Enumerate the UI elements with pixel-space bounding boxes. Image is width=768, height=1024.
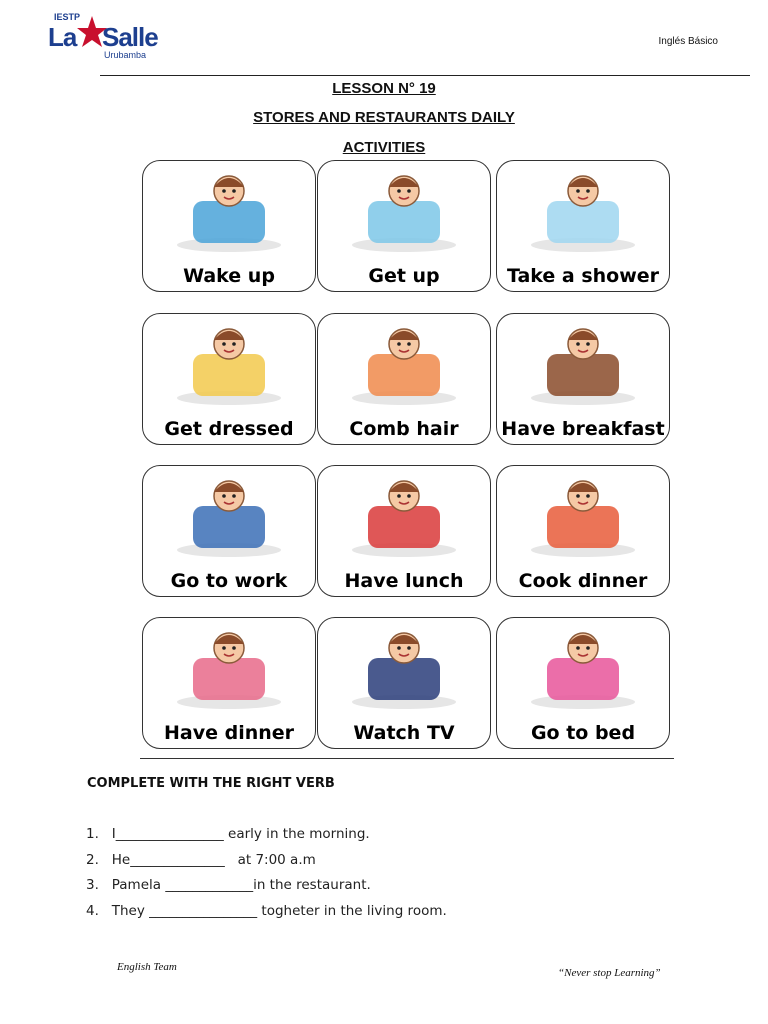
shower-icon [497,161,669,257]
activity-card [317,313,491,445]
activity-label: Have lunch [344,570,464,592]
breakfast-icon [497,314,669,410]
section-title: COMPLETE WITH THE RIGHT VERB [87,776,335,791]
activity-label: Get dressed [164,418,294,440]
activity-card [317,465,491,597]
bedroom-wake-icon [143,161,315,257]
bed-stretch-icon [318,161,490,257]
institution-logo [46,12,161,64]
logo-salle-text: Salle [102,22,158,52]
mirror-icon [143,314,315,410]
activity-card [317,160,491,292]
activity-label: Go to bed [530,722,636,744]
activity-card [496,160,670,292]
activity-label: Wake up [183,265,275,287]
activity-label: Take a shower [506,265,660,287]
logo-urubamba-text: Urubamba [104,50,147,60]
lesson-subtitle-line1: STORES AND RESTAURANTS DAILY [253,109,515,126]
footer-team: English Team [117,961,177,973]
activity-card [142,617,316,749]
logo-la-text: La [48,22,77,52]
activity-card [142,160,316,292]
bed-sleep-icon [497,618,669,714]
lesson-title: LESSON N° 19 [332,80,436,97]
plate-icon [318,466,490,562]
comb-icon [318,314,490,410]
lesson-subtitle-line2: ACTIVITIES [342,139,426,156]
briefcase-icon [143,466,315,562]
exercise-item: 3. Pamela _____________in the restaurant. [86,877,371,893]
header-divider [100,75,750,76]
activity-label: Have dinner [163,722,295,744]
activity-card [496,465,670,597]
activity-card [496,313,670,445]
activity-label: Comb hair [349,418,459,440]
exercise-item: 2. He______________ at 7:00 a.m [86,851,316,868]
activity-card [317,617,491,749]
grid-bottom-divider [140,758,674,759]
logo-iestp-text: IESTP [54,12,81,22]
exercise-item: 4. They ________________ togheter in the living room. [86,902,447,919]
course-name: Inglés Básico [658,36,718,47]
activity-label: Watch TV [353,722,455,744]
activity-label: Have breakfast [501,418,665,440]
activity-label: Go to work [170,570,288,592]
cooking-icon [497,466,669,562]
activity-card [142,313,316,445]
dinner-table-icon [143,618,315,714]
activity-card [496,617,670,749]
exercise-item: 1. I________________ early in the morning. [86,826,370,842]
activity-label: Get up [368,265,440,287]
tv-icon [318,618,490,714]
footer-motto: “Never stop Learning” [558,967,661,979]
activity-label: Cook dinner [518,570,648,592]
activity-card [142,465,316,597]
exercise-list [86,826,447,928]
